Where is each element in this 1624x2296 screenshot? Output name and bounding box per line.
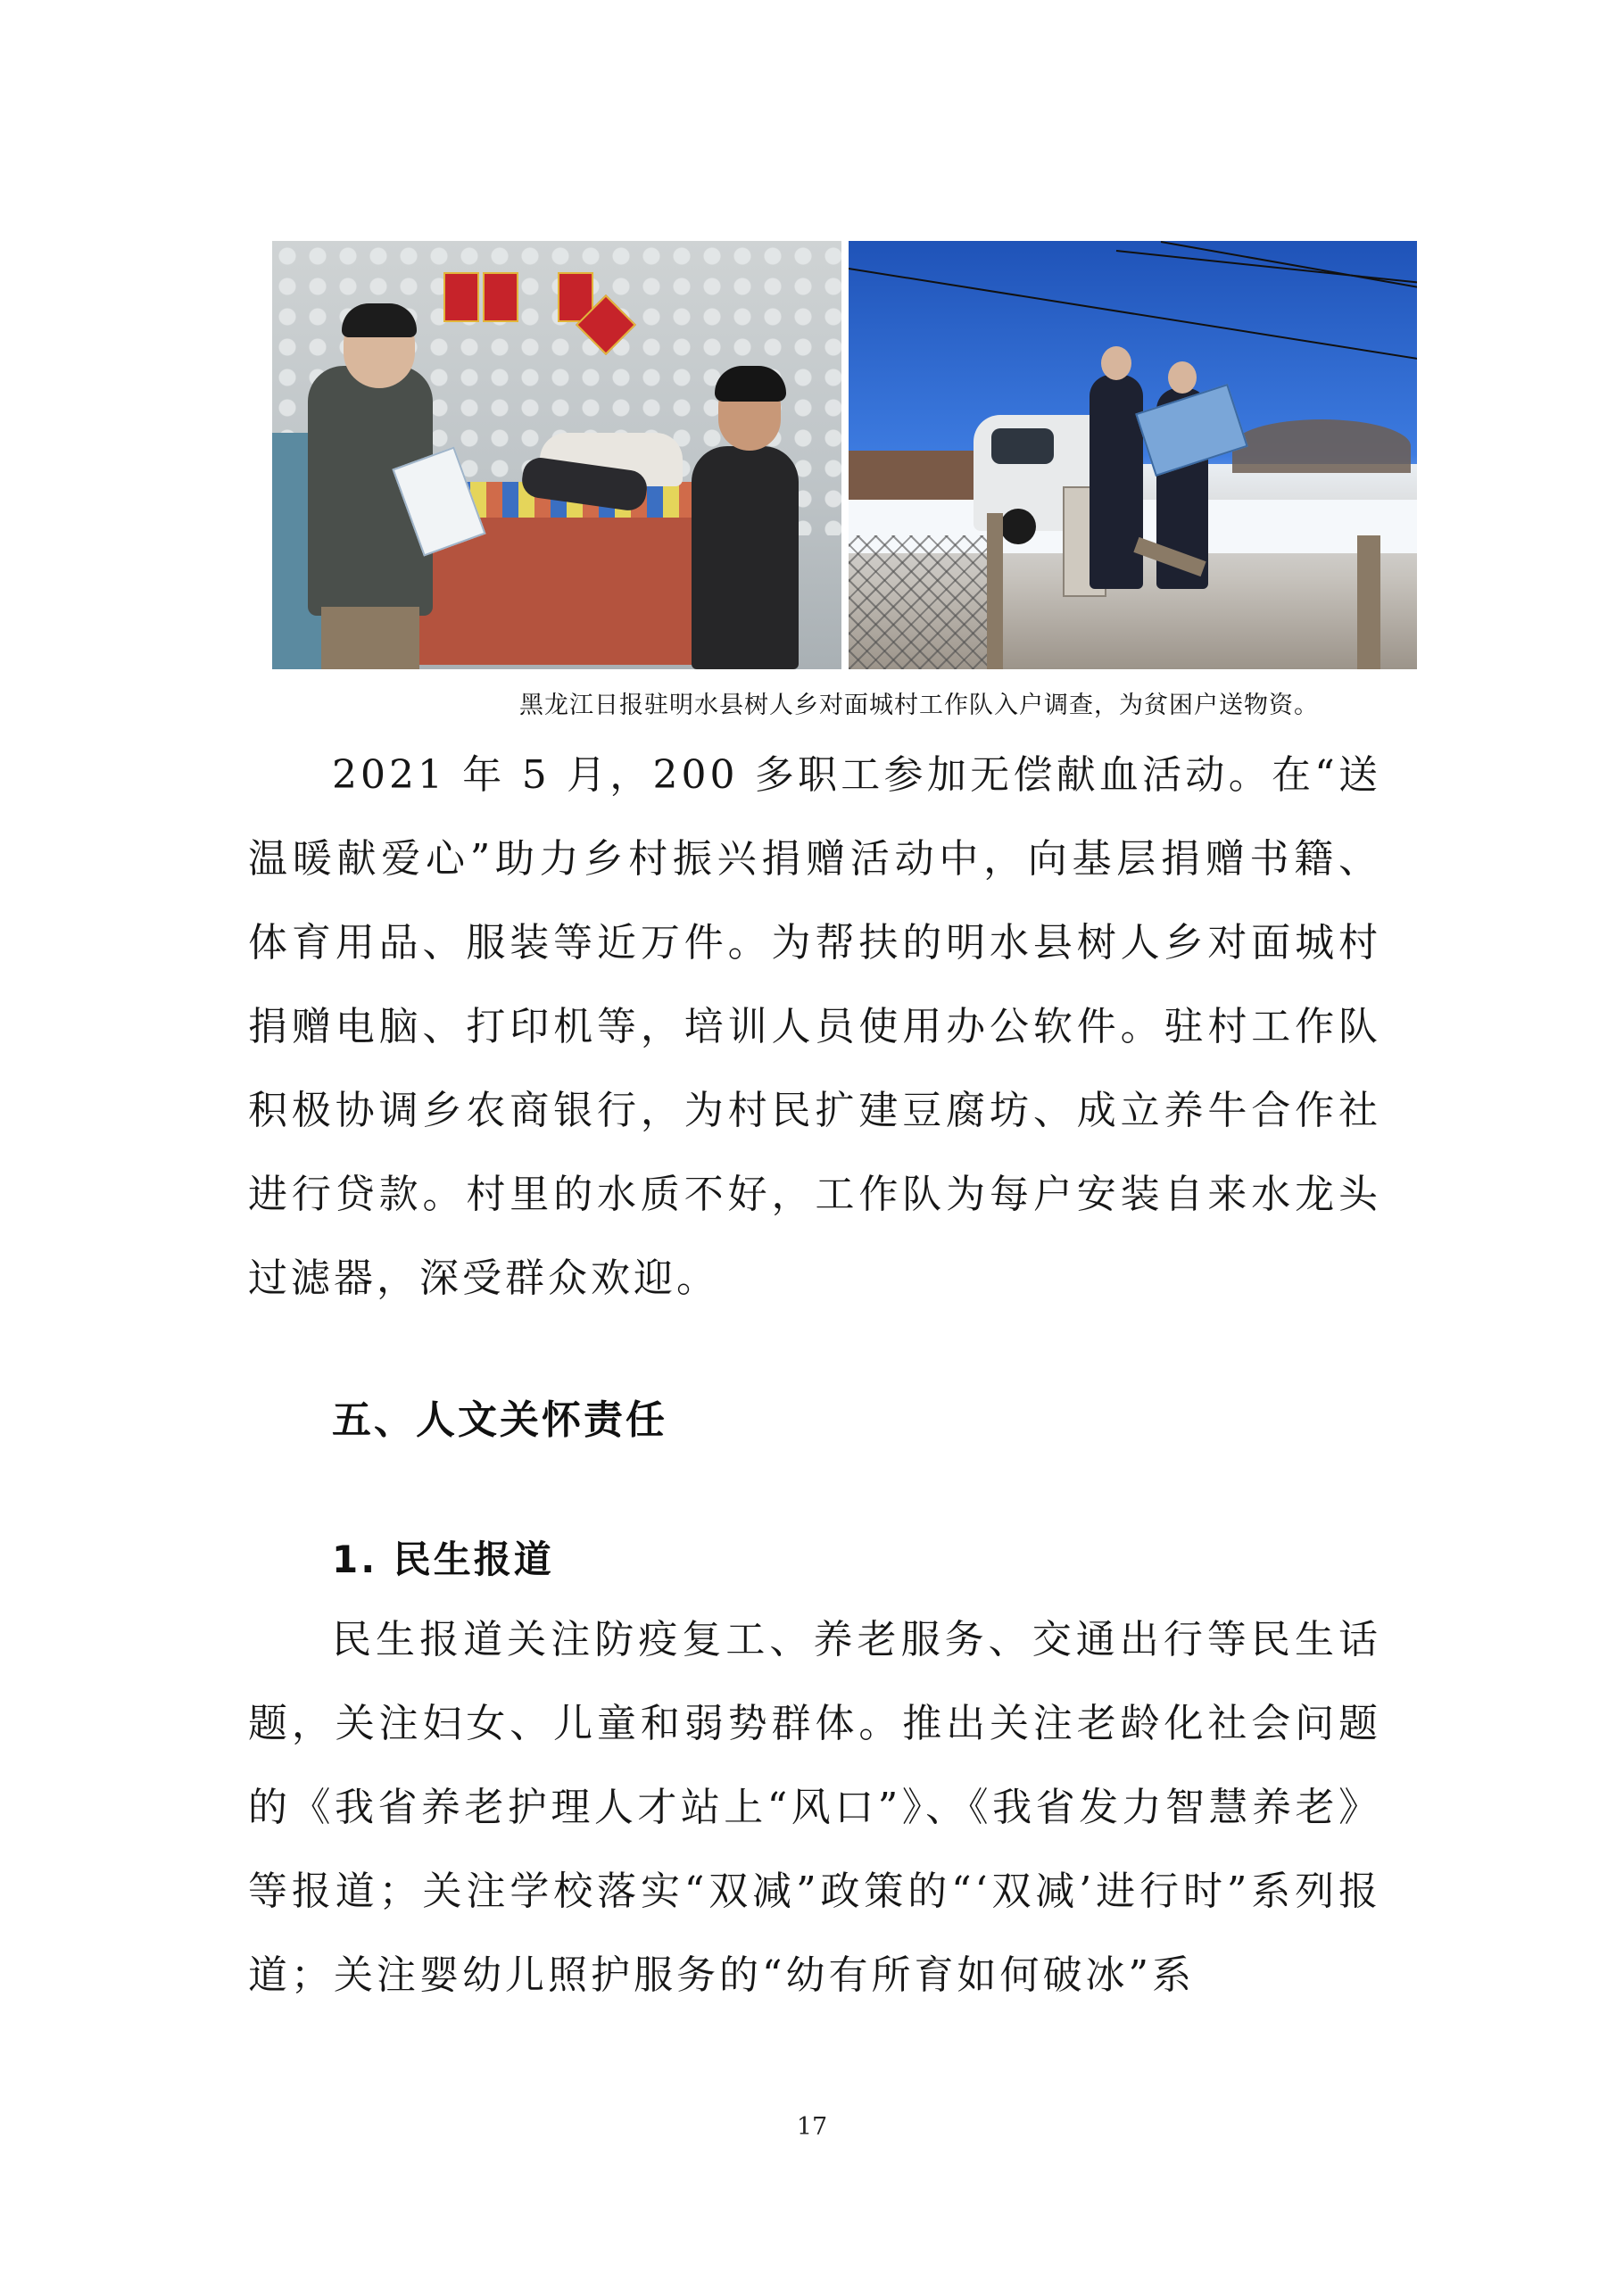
wire-fence [849, 535, 991, 669]
figure-caption: 黑龙江日报驻明水县树人乡对面城村工作队入户调查，为贫困户送物资。 [519, 692, 1319, 719]
home-visit-photo [272, 241, 841, 669]
body-paragraph: 2021 年 5 月，200 多职工参加无偿献血活动。在“送温暖献爱心”助力乡村振兴捐赠活动中，向基层捐赠书籍、体育用品、服装等近万件。为帮扶的明水县树人乡对面城村捐赠电脑、打印机等，培训人员使用办公软件。驻村工作队积极协调乡农商银行，为村民扩建豆腐坊、成立养牛合作社进行贷款。村里的水质不好，工作队为每户安装自来水龙头过滤器，深受群众欢迎。 [248, 752, 1381, 1301]
power-line [849, 268, 1418, 367]
delivery-worker-head [1168, 361, 1197, 394]
red-couplet [483, 272, 518, 322]
fence-post [1357, 535, 1380, 669]
delivery-worker [1090, 375, 1143, 589]
power-line [1160, 241, 1417, 304]
villager [692, 446, 799, 669]
van-window [991, 428, 1054, 464]
team-member-pants [321, 607, 419, 669]
printer-box [1135, 384, 1248, 477]
villager-hair [715, 366, 786, 402]
red-couplet [443, 272, 479, 322]
body-paragraph: 民生报道关注防疫复工、养老服务、交通出行等民生话题，关注妇女、儿童和弱势群体。推出关注老龄化社会问题的《我省养老护理人才站上“风口”》、《我省发力智慧养老》等报道；关注学校落实“双减”政策的“‘双减’进行时”系列报道；关注婴幼儿照护服务的“幼有所育如何破冰”系 [248, 1617, 1381, 1998]
greenhouse [1232, 419, 1411, 473]
team-member-hair [342, 303, 417, 337]
fence-post [987, 513, 1003, 669]
delivery-photo [849, 241, 1418, 669]
photo-figure [272, 241, 1417, 669]
distant-trees [849, 451, 974, 504]
page-number: 17 [796, 2113, 828, 2141]
power-line [1115, 250, 1417, 298]
subsection-heading: 1. 民生报道 [332, 1538, 554, 1581]
van-wheel [1000, 509, 1036, 544]
section-heading: 五、人文关怀责任 [332, 1397, 667, 1443]
delivery-worker-head [1101, 346, 1131, 380]
